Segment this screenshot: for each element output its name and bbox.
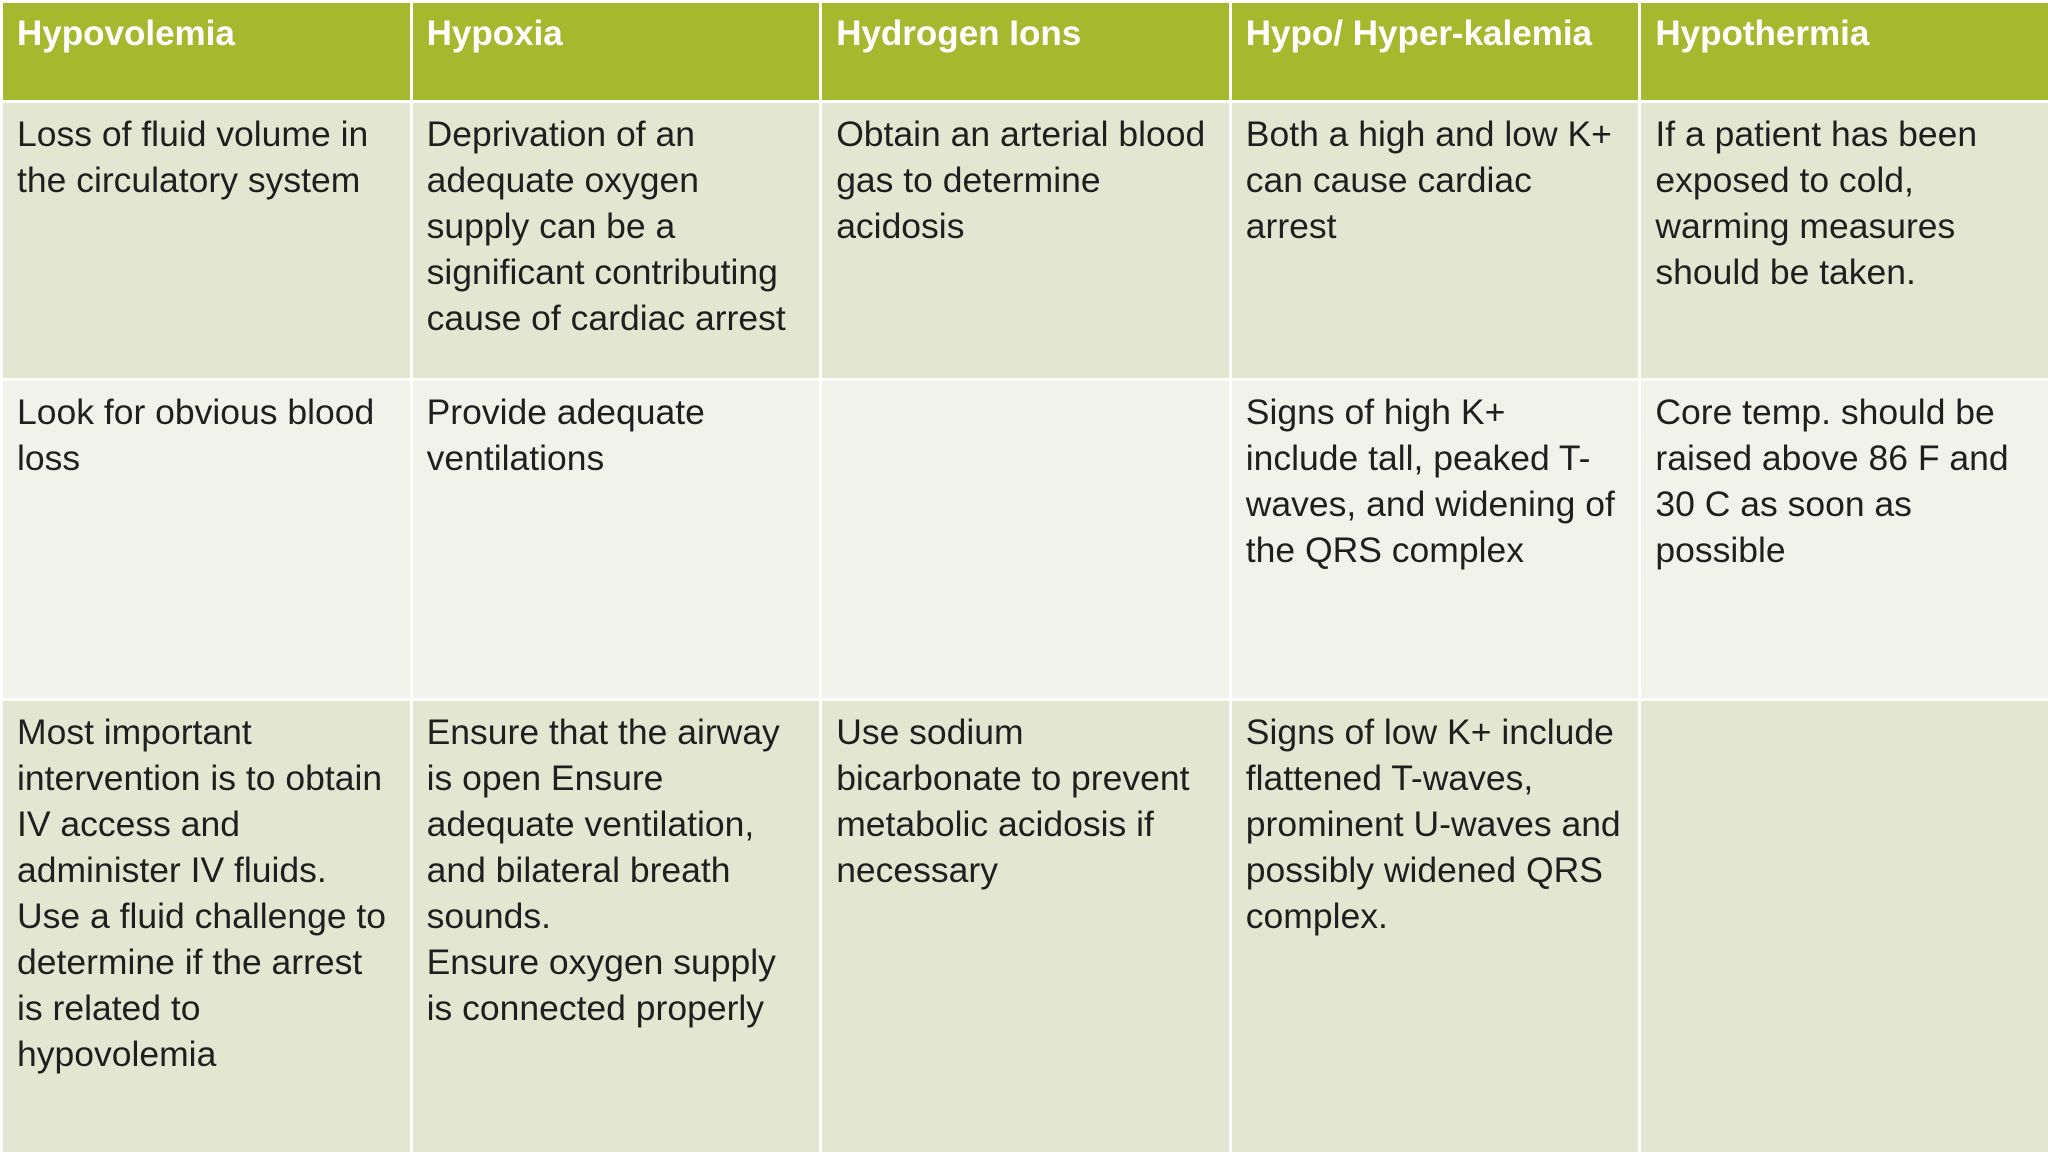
table-cell: Deprivation of an adequate oxygen supply can be a significant contributing cause of cardiac arrest (411, 102, 821, 380)
table-cell: If a patient has been exposed to cold, warming measures should be taken. (1640, 102, 2048, 380)
header-hypo-hyper-kalemia: Hypo/ Hyper-kalemia (1230, 2, 1640, 102)
table-cell: Both a high and low K+ can cause cardiac arrest (1230, 102, 1640, 380)
cell-paragraph: Use a fluid challenge to determine if the arrest is related to hypovolemia (17, 896, 387, 1074)
table-cell-empty (821, 380, 1231, 700)
table-row (2, 700, 2048, 1152)
cell-paragraph: Ensure that the airway is open Ensure adequate ventilation, and bilateral breath sounds. (426, 712, 780, 936)
table-cell-empty (1640, 700, 2048, 1152)
table-cell (411, 700, 821, 1152)
table-cell: Look for obvious blood loss (2, 380, 412, 700)
table-row (2, 102, 2048, 380)
table-cell: Obtain an arterial blood gas to determine acidosis (821, 102, 1231, 380)
table-cell (2, 700, 412, 1152)
cell-paragraph: Ensure oxygen supply is connected properly (426, 942, 776, 1028)
header-hypothermia: Hypothermia (1640, 2, 2048, 102)
table-cell: Loss of fluid volume in the circulatory system (2, 102, 412, 380)
header-row (2, 2, 2048, 102)
table-cell: Core temp. should be raised above 86 F and 30 C as soon as possible (1640, 380, 2048, 700)
table-cell: Provide adequate ventilations (411, 380, 821, 700)
table-cell: Signs of high K+ include tall, peaked T-waves, and widening of the QRS complex (1230, 380, 1640, 700)
cell-paragraph: Most important intervention is to obtain IV access and administer IV fluids. (17, 712, 383, 890)
table-cell: Use sodium bicarbonate to prevent metabolic acidosis if necessary (821, 700, 1231, 1152)
table-row (2, 380, 2048, 700)
header-hypoxia: Hypoxia (411, 2, 821, 102)
header-hypovolemia: Hypovolemia (2, 2, 412, 102)
header-hydrogen-ions: Hydrogen Ions (821, 2, 1231, 102)
table-cell: Signs of low K+ include flattened T-waves, prominent U-waves and possibly widened QRS complex. (1230, 700, 1640, 1152)
